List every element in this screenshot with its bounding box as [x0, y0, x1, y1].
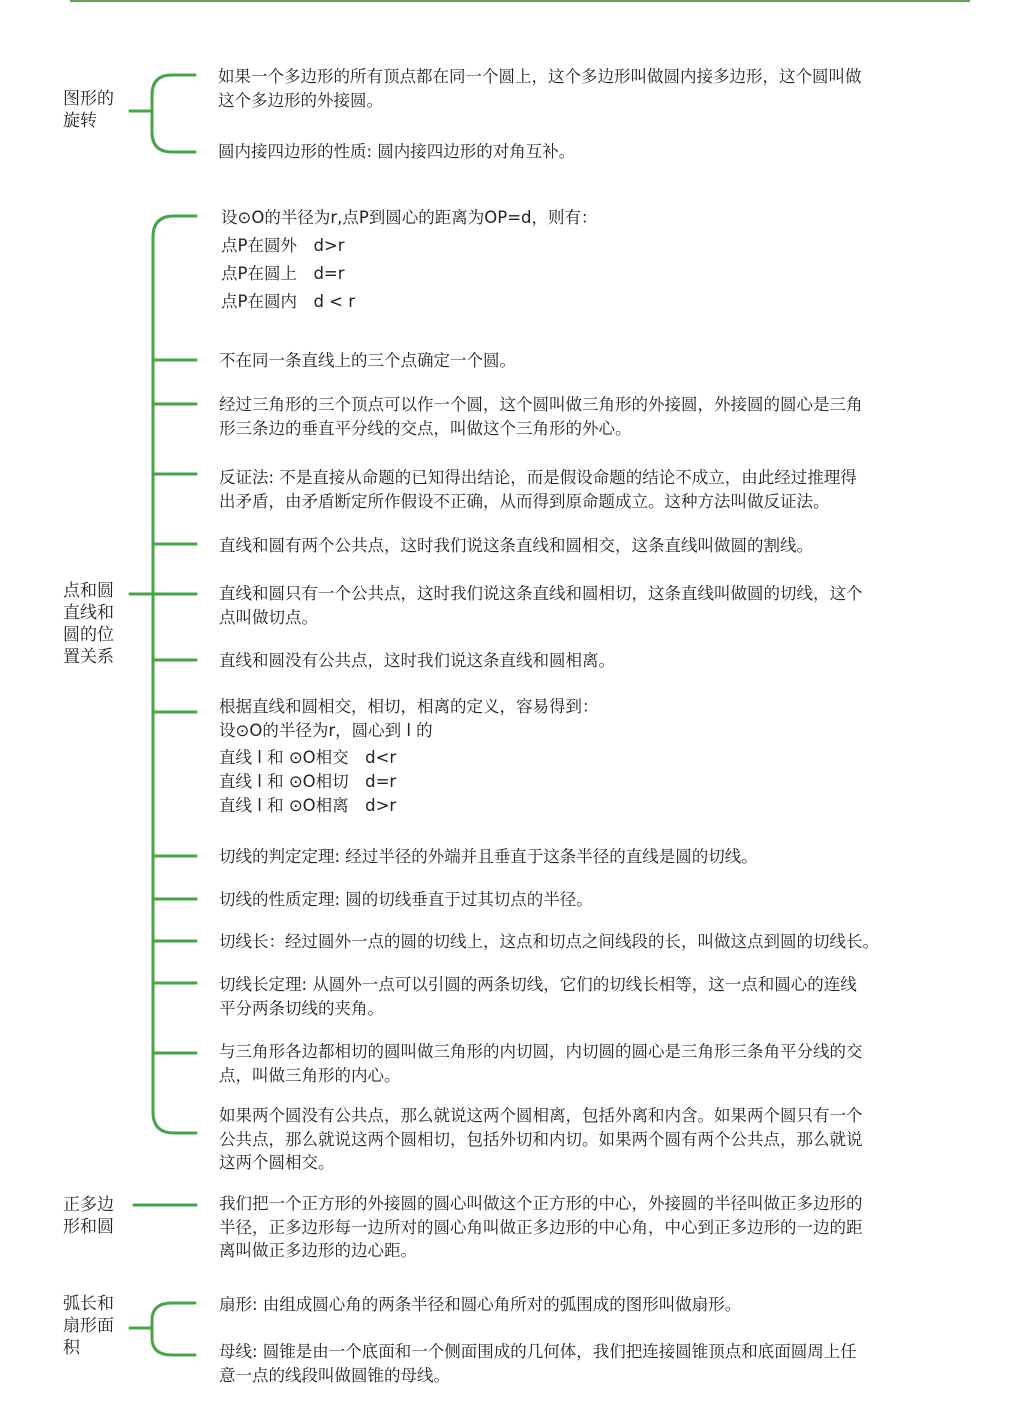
- definition-text: 经过三角形的三个顶点可以作一个圆，这个圆叫做三角形的外接圆，外接圆的圆心是三角 形三条边的垂直平分线的交点，叫做这个三角形的外心。: [219, 395, 863, 438]
- definition-text: 切线长定理: 从圆外一点可以引圆的两条切线，它们的切线长相等，这一点和圆心的连线 平分两条切线的夹角。: [219, 975, 857, 1018]
- definition-text: 我们把一个正方形的外接圆的圆心叫做这个正方形的中心，外接圆的半径叫做正多边形的 半径，正多边形每一边所对的圆心角叫做正多边形的中心角，中心到正多边形的一边的距 离叫做正多边形的边心距。: [219, 1194, 863, 1260]
- section4-bracket: [152, 1303, 195, 1355]
- definition-text: 切线的性质定理: 圆的切线垂直于过其切点的半径。: [219, 890, 593, 909]
- section1-bracket: [152, 75, 195, 152]
- section2-bracket: [153, 216, 196, 1133]
- definition-text: 圆内接四边形的性质: 圆内接四边形的对角互补。: [218, 142, 576, 161]
- definition-text: 如果一个多边形的所有顶点都在同一个圆上，这个多边形叫做圆内接多边形，这个圆叫做 这个多边形的外接圆。: [218, 67, 862, 110]
- relation-line: 直线 l 和 ⊙O相交 d<r: [219, 748, 397, 767]
- relation-line: 直线 l 和 ⊙O相切 d=r: [219, 772, 397, 791]
- definition-text: 直线和圆有两个公共点，这时我们说这条直线和圆相交，这条直线叫做圆的割线。: [219, 536, 813, 555]
- definition-text: 反证法: 不是直接从命题的已知得出结论，而是假设命题的结论不成立，由此经过推理得 出矛盾，由矛盾断定所作假设不正确，从而得到原命题成立。这种方法叫做反证法。: [219, 468, 857, 511]
- section-title: 图形的 旋转: [63, 89, 114, 131]
- definition-text: 如果两个圆没有公共点，那么就说这两个圆相离，包括外离和内含。如果两个圆只有一个 公共点，那么就说这两个圆相切，包括外切和内切。如果两个圆有两个公共点，那么就说 这两个圆相交。: [219, 1106, 863, 1172]
- definition-text: 母线: 圆锥是由一个底面和一个侧面围成的几何体，我们把连接圆锥顶点和底面圆周上任 意一点的线段叫做圆锥的母线。: [219, 1342, 857, 1385]
- definition-text: 与三角形各边都相切的圆叫做三角形的内切圆，内切圆的圆心是三角形三条角平分线的交 点，叫做三角形的内心。: [219, 1042, 863, 1085]
- definition-text: 不在同一条直线上的三个点确定一个圆。: [219, 351, 516, 370]
- section-title: 点和圆 直线和 圆的位 置关系: [63, 581, 114, 667]
- section-title: 正多边 形和圆: [63, 1195, 114, 1237]
- relation-line: 点P在圆外 d>r: [221, 236, 345, 255]
- definition-text: 扇形: 由组成圆心角的两条半径和圆心角所对的弧围成的图形叫做扇形。: [219, 1295, 742, 1314]
- relation-line: 点P在圆上 d=r: [221, 264, 345, 283]
- section-title: 弧长和 扇形面 积: [63, 1294, 114, 1358]
- definition-text: 切线长：经过圆外一点的圆的切线上，这点和切点之间线段的长，叫做这点到圆的切线长。: [219, 932, 879, 951]
- definition-text: 切线的判定定理: 经过半径的外端并且垂直于这条半径的直线是圆的切线。: [219, 847, 758, 866]
- definition-text: 设⊙O的半径为r,点P到圆心的距离为OP=d，则有：: [221, 208, 598, 227]
- relation-line: 直线 l 和 ⊙O相离 d>r: [219, 796, 397, 815]
- relation-line: 点P在圆内 d < r: [221, 292, 356, 311]
- definition-text: 直线和圆没有公共点，这时我们说这条直线和圆相离。: [219, 651, 615, 670]
- definition-text: 直线和圆只有一个公共点，这时我们说这条直线和圆相切，这条直线叫做圆的切线，这个 点叫做切点。: [219, 584, 863, 627]
- definition-text: 根据直线和圆相交，相切，相离的定义，容易得到： 设⊙O的半径为r，圆心到 l 的: [219, 697, 599, 740]
